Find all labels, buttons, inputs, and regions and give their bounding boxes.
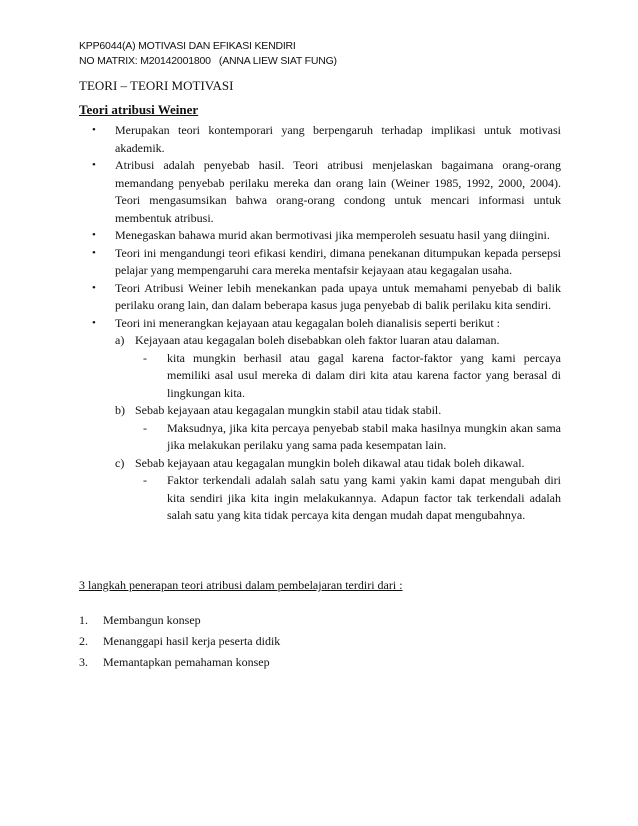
detail-text: Faktor terkendali adalah salah satu yang kami yakin kami dapat mengubah diri kita sendiri jika kita ingin melakukannya. Adapun factor tak terkendali adalah salah satu yang kita tidak percaya kita dengan mudah dapat mengubahnya. — [167, 473, 561, 522]
bullet-text: Merupakan teori kontemporari yang berpengaruh terhadap implikasi untuk motivasi akademik. — [115, 123, 561, 155]
dash-marker: - — [143, 350, 147, 365]
item-text: Sebab kejayaan atau kegagalan mungkin boleh dikawal atau tidak boleh dikawal. — [135, 455, 525, 470]
bullet-text: Teori ini mengandungi teori efikasi kendiri, dimana penekanan ditumpukan kepada persepsi pelajar yang mempengaruhi cara mereka mentafsir kejayaan atau kegagalan usaha. — [115, 245, 561, 277]
bullet-list — [79, 122, 561, 525]
bullet-item — [79, 315, 561, 525]
item-marker: b) — [115, 403, 125, 417]
step-text: Menanggapi hasil kerja peserta didik — [103, 634, 281, 648]
bullet-item — [79, 227, 561, 245]
bullet-icon: • — [92, 159, 96, 171]
steps-heading: 3 langkah penerapan teori atribusi dalam pembelajaran terdiri dari : — [79, 578, 403, 592]
bullet-text: Menegaskan bahawa murid akan bermotivasi jika memperoleh sesuatu hasil yang diingini. — [115, 228, 550, 242]
bullet-item — [79, 122, 561, 157]
analysis-item — [115, 402, 561, 455]
dash-marker: - — [143, 473, 147, 487]
step-item — [79, 652, 280, 673]
bullet-icon: • — [92, 229, 96, 241]
analysis-item — [115, 332, 561, 402]
analysis-item — [115, 455, 561, 525]
item-text: Sebab kejayaan atau kegagalan mungkin stabil atau tidak stabil. — [135, 403, 442, 417]
analysis-list — [115, 332, 561, 525]
detail-text: Maksudnya, jika kita percaya penyebab stabil maka hasilnya mungkin akan sama jika melakukan perilaku yang sama pada kesempatan lain. — [167, 420, 561, 452]
main-content — [79, 122, 561, 525]
dash-marker: - — [143, 420, 147, 435]
section-subtitle: Teori atribusi Weiner — [79, 102, 199, 117]
step-text: Memantapkan pemahaman konsep — [103, 655, 270, 669]
item-text: Kejayaan atau kegagalan boleh disebabkan oleh faktor luaran atau dalaman. — [135, 333, 500, 347]
steps-list — [79, 610, 280, 673]
bullet-icon: • — [92, 246, 96, 259]
item-detail — [135, 420, 561, 455]
bullet-icon: • — [92, 281, 96, 294]
bullet-item — [79, 245, 561, 280]
step-text: Membangun konsep — [103, 613, 201, 627]
detail-text: kita mungkin berhasil atau gagal karena factor-faktor yang kami percaya memiliki asal usul mereka di dalam diri kita atau karena factor yang berasal di lingkungan kita. — [167, 350, 561, 400]
header-course-line: KPP6044(A) MOTIVASI DAN EFIKASI KENDIRI — [79, 40, 296, 52]
step-number: 2. — [79, 634, 88, 648]
item-detail — [135, 350, 561, 403]
bullet-text: Teori ini menerangkan kejayaan atau kegagalan boleh dianalisis seperti berikut : — [115, 315, 501, 330]
header-matrix-line: NO MATRIX: M20142001800 (ANNA LIEW SIAT FUNG) — [79, 55, 337, 67]
bullet-item — [79, 157, 561, 227]
bullet-text: Atribusi adalah penyebab hasil. Teori atribusi menjelaskan bagaimana orang-orang memandang penyebab perilaku mereka dan orang lain (Weiner 1985, 1992, 2000, 2004). Teori mengasumsikan bahwa orang-orang condong untuk mencari informasi untuk membentuk atribusi. — [115, 158, 561, 225]
step-number: 1. — [79, 613, 88, 627]
bullet-icon: • — [92, 316, 96, 329]
bullet-text: Teori Atribusi Weiner lebih menekankan pada upaya untuk memahami penyebab di balik perilaku orang lain, dan dalam beberapa kasus juga penyebab di balik perilaku kita sendiri. — [115, 280, 561, 312]
bullet-item — [79, 280, 561, 315]
step-number: 3. — [79, 655, 88, 669]
step-item — [79, 610, 280, 631]
item-marker: c) — [115, 455, 125, 470]
bullet-icon: • — [92, 124, 96, 136]
item-marker: a) — [115, 333, 125, 347]
step-item — [79, 631, 280, 652]
item-detail — [135, 472, 561, 525]
page-title: TEORI – TEORI MOTIVASI — [79, 78, 234, 93]
